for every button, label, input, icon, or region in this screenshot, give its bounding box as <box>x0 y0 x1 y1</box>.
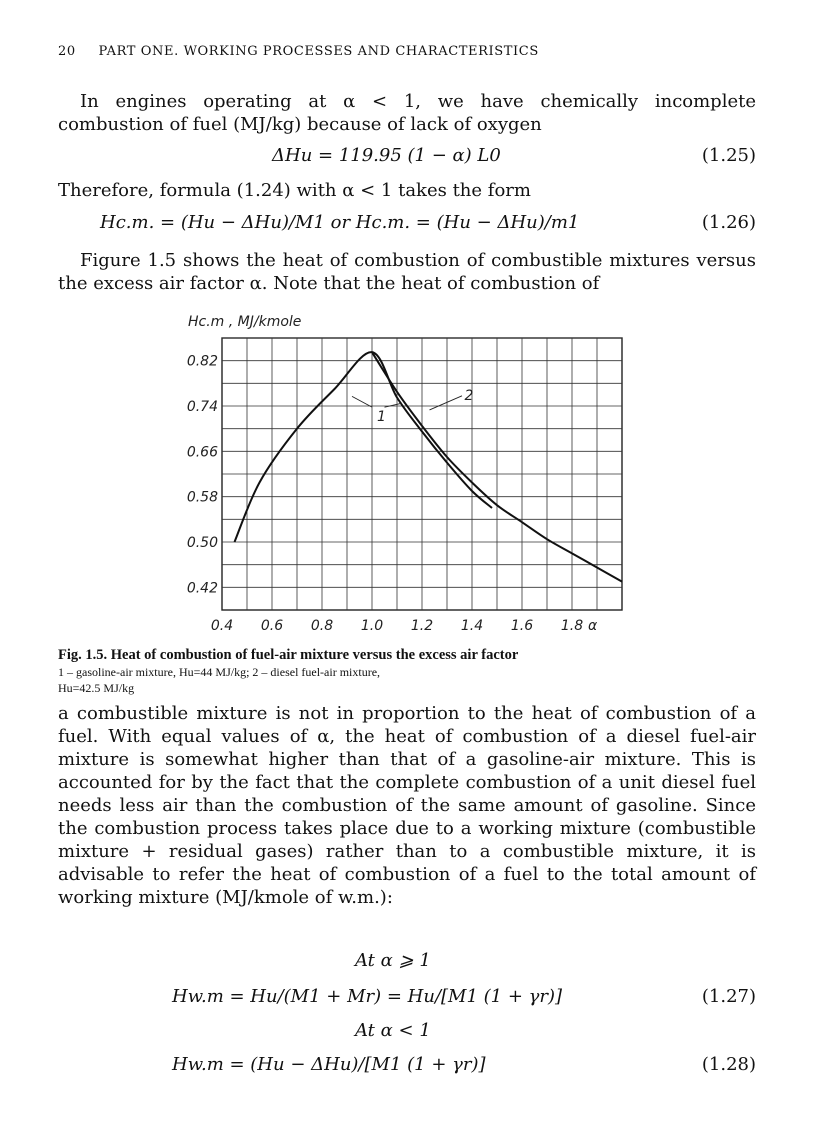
series-2-label: 2 <box>464 387 474 404</box>
y-tick-label: 0.58 <box>186 489 218 506</box>
x-tick-label: 1.2 <box>410 618 434 634</box>
condition-alpha-ge-1: At α ⩾ 1 <box>355 950 431 971</box>
y-axis-label: Hc.m , MJ/kmole <box>188 314 302 330</box>
equation-number-1-26: (1.26) <box>701 212 756 233</box>
paragraph-2: Therefore, formula (1.24) with α < 1 takes the form <box>58 180 531 201</box>
page-number: 20 <box>58 44 76 59</box>
x-tick-label: 0.8 <box>310 618 334 634</box>
equation-number-1-28: (1.28) <box>701 1054 756 1075</box>
equation-number-1-25: (1.25) <box>701 145 756 166</box>
equation-1-25: ΔHu = 119.95 (1 − α) L0 <box>272 145 501 166</box>
x-tick-label: 1.0 <box>360 618 384 634</box>
x-tick-label: 1.4 <box>460 618 484 634</box>
y-tick-label: 0.74 <box>186 399 218 415</box>
equation-1-28: Hw.m = (Hu − ΔHu)/[M1 (1 + γr)] <box>172 1054 486 1075</box>
series-1-leader <box>385 403 403 407</box>
running-title: PART ONE. WORKING PROCESSES AND CHARACTERISTICS <box>98 44 539 59</box>
x-axis-label: α <box>588 618 598 634</box>
series-1-leader <box>352 396 372 407</box>
condition-alpha-lt-1: At α < 1 <box>355 1020 431 1041</box>
x-tick-label: 1.6 <box>510 618 534 634</box>
y-tick-label: 0.82 <box>186 353 218 370</box>
paragraph-4: a combustible mixture is not in proportion to the heat of combustion of a fuel. With equal values of α, the heat of combustion of a diesel fuel-air mixture is somewhat higher than that of a gasoline-air mixture. This is accounted for by the fact that the complete combustion of a unit diesel fuel needs less air than the combustion of the same amount of gasoline. Since the combustion process takes place due to a working mixture (combustible mixture + residual gases) rather than to a combustible mixture, it is advisable to refer the heat of combustion of a fuel to the total amount of working mixture (MJ/kmole of w.m.): <box>58 703 756 908</box>
equation-1-26: Hc.m. = (Hu − ΔHu)/M1 or Hc.m. = (Hu − ΔHu)/m1 <box>100 212 580 233</box>
x-tick-label: 0.6 <box>260 618 284 634</box>
paragraph-1: In engines operating at α < 1, we have chemically incomplete combustion of fuel (MJ/kg) because of lack of oxygen <box>58 91 756 135</box>
series-line-1 <box>235 352 493 542</box>
equation-number-1-27: (1.27) <box>701 986 756 1007</box>
y-tick-label: 0.42 <box>186 580 218 597</box>
chart-curves <box>235 352 623 582</box>
caption-note-1: 1 – gasoline-air mixture, Hu=44 MJ/kg; 2 – diesel fuel-air mixture, <box>58 665 381 679</box>
equation-1-27: Hw.m = Hu/(M1 + Mr) = Hu/[M1 (1 + γr)] <box>172 986 563 1007</box>
caption-note-2: Hu=42.5 MJ/kg <box>58 681 135 695</box>
caption-title: Fig. 1.5. Heat of combustion of fuel-air mixture versus the excess air factor <box>58 647 519 663</box>
series-2-leader <box>430 396 463 410</box>
x-tick-label: 1.8 <box>560 618 584 634</box>
figure-caption <box>58 647 758 696</box>
y-tick-label: 0.50 <box>186 535 218 551</box>
x-tick-label: 0.4 <box>210 618 234 634</box>
y-tick-label: 0.66 <box>186 444 218 461</box>
paragraph-3: Figure 1.5 shows the heat of combustion of combustible mixtures versus the excess air factor α. Note that the heat of combustion of <box>58 250 756 294</box>
chart-grid <box>222 338 622 610</box>
series-1-label: 1 <box>377 408 386 425</box>
